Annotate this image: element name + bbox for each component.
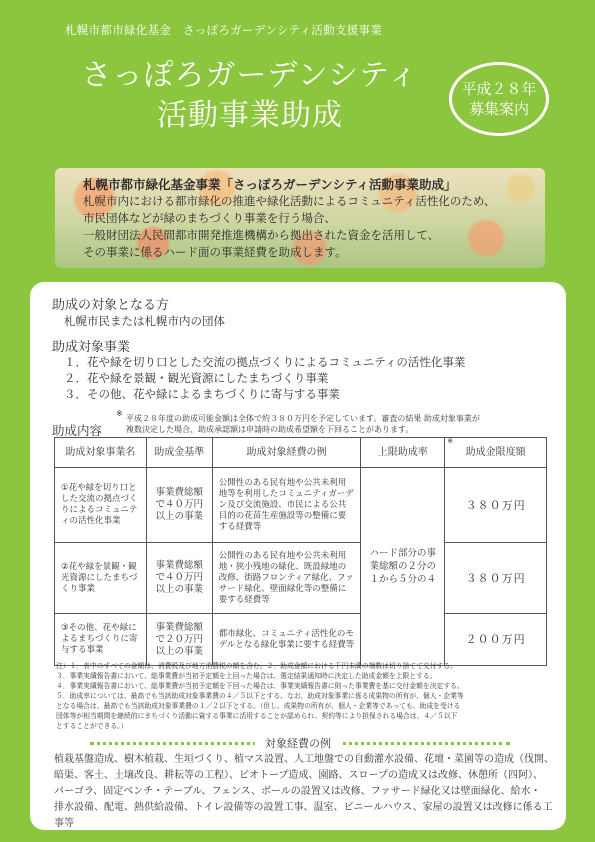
note-line: 団体等が相当期間を継続的にまちづくり活動に資する事業に活用することが認められ、契約等により担保される場合は、４／５以下 [56, 712, 458, 720]
expenses-heading-wrap [30, 735, 566, 751]
main-card [30, 282, 566, 830]
col-header: 上限助成率 [361, 438, 445, 468]
col-header: 助成金限度額 [465, 447, 526, 458]
expenses-block [54, 752, 554, 832]
col-header: 助成対象経費の例 [212, 438, 361, 468]
badge-line-1: 平成２８年 [461, 80, 537, 98]
row-name: ③その他、花や緑によるまちづくりに寄与する事業 [55, 614, 147, 666]
year-badge [449, 62, 549, 136]
intro-text-block [55, 168, 545, 268]
row-examples: 都市緑化、コミュニティ活性化のモデルとなる緑化事業に要する経費等 [212, 614, 361, 666]
row-examples: 公開性のある民有地や公共未利用地・狭小残地の緑化、既設緑地の改修、街路フロンティア緑化、ファサード緑化、壁面緑化等の整備に要する経費等 [212, 543, 361, 614]
intro-banner [55, 168, 545, 268]
title-line-1: さっぽろガーデンシティ [81, 58, 419, 93]
row-examples: 公開性のある民有地や公共未利用地等を利用したコミュニティガーデン及び交流施設、市民による公共目的の花苗生産施設等の整備に要する経費等 [212, 468, 361, 543]
table-header-row [55, 438, 547, 468]
target-text: 札幌市民または札幌市内の団体 [64, 314, 225, 328]
row-limit: ２００万円 [445, 614, 547, 666]
col-header: 助成対象事業名 [55, 438, 147, 468]
note-line: 注）１．表中のすべての金額は、消費税及び地方消費税の額を含む。２．助成金額における千円未満の端数は切り捨てて交付する。 [56, 662, 457, 670]
project-item: ３．その他、花や緑によるまちづくりに寄与する事業 [64, 387, 340, 401]
row-name: ①花や緑を切り口とした交流の拠点づくりによるコミュニティの活性化事業 [55, 468, 147, 543]
intro-line: 一般財団法人民間都市開発推進機構から拠出された資金を活用して、 [83, 228, 440, 242]
intro-line: その事業に係るハード面の事業経費を助成します。 [83, 245, 347, 259]
row-standard: 事業費総額で４０万円以上の事業 [146, 543, 212, 614]
projects-heading: 助成対象事業 [52, 340, 131, 355]
table-row [55, 468, 547, 543]
note-line: ３．事業実績報告書において、総事業費が当初予定額を上回った場合は、選定結果通知時に決定した助成金額を上限とする。 [56, 672, 437, 680]
page-title [70, 56, 430, 136]
content-note-line: 平成２８年度の助成可能金額は全体で約３８０万円を予定しています。審査の結果 助成対象事業が [126, 414, 480, 423]
expenses-heading: 対象経費の例 [255, 737, 341, 750]
intro-line: 市民団体などが緑のまちづくり事業を行う場合、 [83, 211, 336, 225]
content-note-mark: ※ [116, 409, 123, 418]
title-line-2: 活動事業助成 [157, 98, 343, 133]
grant-table [54, 437, 547, 666]
note-line: とすることができる。） [56, 722, 128, 730]
table-row [55, 543, 547, 614]
project-item: ２．花や緑を景観・観光資源にしたまちづくり事業 [64, 371, 329, 385]
table-row [55, 614, 547, 666]
badge-line-2: 募集案内 [468, 100, 529, 118]
expenses-line: パーゴラ、固定ベンチ・テーブル、フェンス、ボールの設置又は改修、ファサード緑化又は壁面緑化、給水・ [54, 786, 541, 797]
row-limit: ３８０万円 [445, 468, 547, 543]
expenses-line: 暗渠、客土、土壌改良、耕耘等の工程）、ビオトープ造成、園路、スロープの造成又は改修、休憩所（四阿）、 [54, 770, 543, 781]
target-heading: 助成の対象となる方 [52, 298, 170, 313]
col-header-limit [445, 438, 547, 468]
intro-line: 札幌市内における都市緑化の推進や緑化活動によるコミュニティ活性化のため、 [83, 194, 496, 208]
content-note-line: 複数決定した場合、助成承認額は申請時の助成希望額を下回ることがあります。 [126, 425, 414, 434]
row-rate: ハード部分の事業総額の２分の１から５分の４ [361, 468, 445, 666]
row-standard: 事業費総額で４０万円以上の事業 [146, 468, 212, 543]
header-note-mark: ※ [447, 437, 454, 445]
row-standard: 事業費総額で２０万円以上の事業 [146, 614, 212, 666]
expenses-line: 植栽基盤造成、樹木植栽、生垣づくり、植マス設置、人工地盤での自動灌水設備、花壇・菜園等の造成（伐開、 [54, 754, 554, 765]
content-heading: 助成内容 [52, 423, 103, 438]
note-line: となる場合は、最高でも当該助成対象事業費の１／２以下とする。（但し、成果物の所有が、個人・企業等であっても、助成を受ける [56, 702, 461, 710]
note-line: ４．事業実績報告書において、総事業費が当初予定額を下回った場合は、事業実績報告書に則った事業費を基に交付金額を決定する。 [56, 682, 464, 690]
project-item: １．花や緑を切り口とした交流の拠点づくりによるコミュニティの活性化事業 [64, 355, 466, 369]
row-name: ②花や緑を景観・観光資源にしたまちづくり事業 [55, 543, 147, 614]
intro-title: 札幌市都市緑化基金事業「さっぽろガーデンシティ活動事業助成」 [83, 177, 457, 192]
notes-block [56, 661, 556, 731]
note-line: ５．助成率については、最高でも当該助成対象事業費の４／５以下とする。なお、助成対象事業に係る成果物の所有が、個人・企業等 [56, 692, 464, 700]
col-header: 助成金基準 [146, 438, 212, 468]
top-line: 札幌市都市緑化基金 さっぽろガーデンシティ活動支援事業 [65, 23, 383, 37]
row-limit: ３８０万円 [445, 543, 547, 614]
expenses-line: 排水設備、配電、熱供給設備、トイレ設備等の設置工事、温室、ビニールハウス、家屋の設置又は改修に係る工事等 [54, 802, 553, 829]
